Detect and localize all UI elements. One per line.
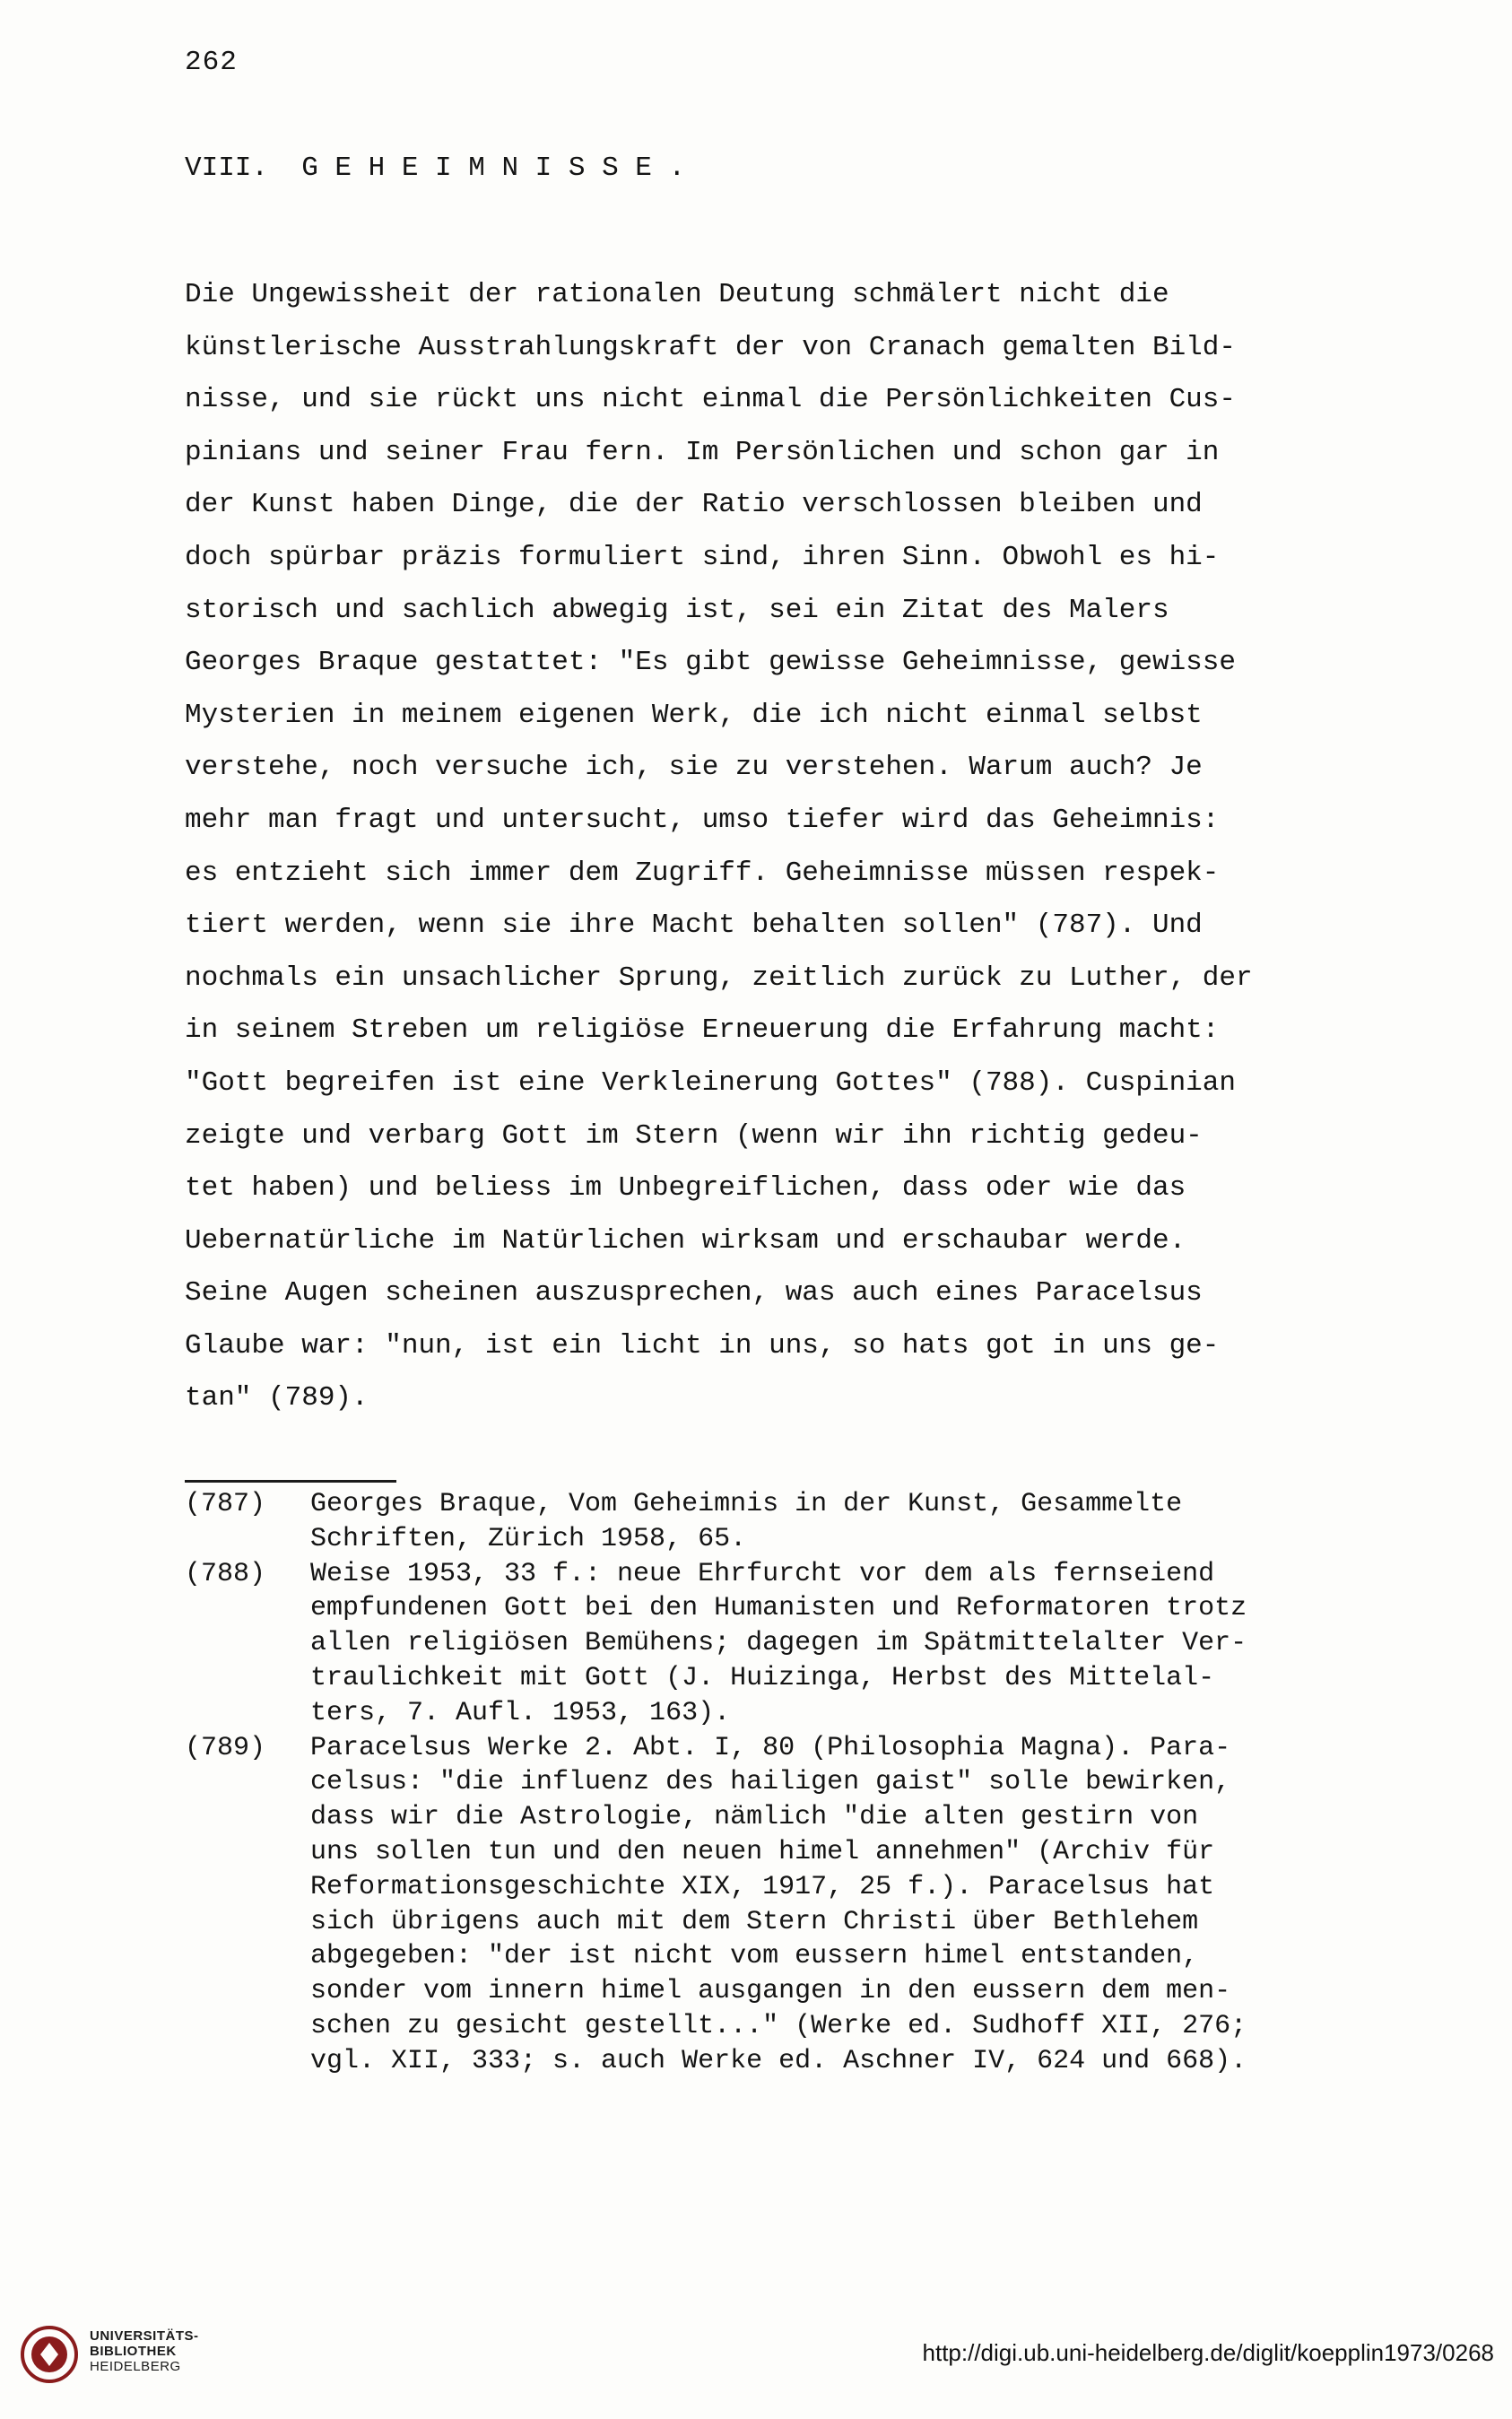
footnote-separator	[185, 1480, 396, 1483]
footnotes	[185, 1487, 1476, 2079]
footnote-line: empfundenen Gott bei den Humanisten und Reformatoren trotz	[310, 1593, 1247, 1624]
footnote-line: Schriften, Zürich 1958, 65.	[310, 1523, 747, 1554]
body-text-line: nisse, und sie rückt uns nicht einmal die Persönlichkeiten Cus-	[185, 384, 1236, 416]
footnote	[185, 1557, 1476, 1731]
body-text	[185, 269, 1440, 1425]
body-text-line: verstehe, noch versuche ich, sie zu verstehen. Warum auch? Je	[185, 752, 1203, 784]
footnote-line: uns sollen tun und den neuen himel annehmen" (Archiv für	[310, 1836, 1215, 1867]
footnote-number: (787)	[185, 1489, 266, 1519]
library-name-line-1: UNIVERSITÄTS-	[90, 2328, 199, 2344]
body-text-line: in seinem Streben um religiöse Erneuerung die Erfahrung macht:	[185, 1014, 1220, 1047]
library-logo[interactable]	[18, 2319, 233, 2400]
body-text-line: Seine Augen scheinen auszusprechen, was auch eines Paracelsus	[185, 1277, 1203, 1310]
body-text-line: doch spürbar präzis formuliert sind, ihren Sinn. Obwohl es hi-	[185, 541, 1220, 573]
body-text-line: Mysterien in meinem eigenen Werk, die ich nicht einmal selbst	[185, 699, 1203, 731]
body-text-line: tan" (789).	[185, 1382, 369, 1414]
body-text-line: Uebernatürliche im Natürlichen wirksam und erschaubar werde.	[185, 1224, 1186, 1257]
body-text-line: tiert werden, wenn sie ihre Macht behalten sollen" (787). Und	[185, 909, 1203, 942]
footnote-line: celsus: "die influenz des hailigen gaist" solle bewirken,	[310, 1767, 1231, 1798]
body-text-line: "Gott begreifen ist eine Verkleinerung Gottes" (788). Cuspinian	[185, 1066, 1236, 1099]
body-text-line: Glaube war: "nun, ist ein licht in uns, so hats got in uns ge-	[185, 1329, 1220, 1362]
body-text-line: storisch und sachlich abwegig ist, sei ein Zitat des Malers	[185, 594, 1169, 626]
footnote-line: Reformationsgeschichte XIX, 1917, 25 f.). Paracelsus hat	[310, 1871, 1215, 1902]
footnote	[185, 1487, 1476, 1557]
body-text-line: zeigte und verbarg Gott im Stern (wenn wir ihn richtig gedeu-	[185, 1119, 1203, 1152]
library-name-line-2: BIBLIOTHEK	[90, 2344, 177, 2359]
footnote-line: vgl. XII, 333; s. auch Werke ed. Aschner IV, 624 und 668).	[310, 2045, 1247, 2076]
footnote-line: Weise 1953, 33 f.: neue Ehrfurcht vor dem als fernseiend	[310, 1558, 1215, 1589]
body-text-line: mehr man fragt und untersucht, umso tiefer wird das Geheimnis:	[185, 804, 1220, 836]
footnote-text	[310, 1487, 1476, 1557]
footnote	[185, 1731, 1476, 2079]
footnote-number: (789)	[185, 1732, 266, 1763]
footnote-text	[310, 1731, 1476, 2079]
footnote-line: sonder vom innern himel ausgangen in den eussern dem men-	[310, 1976, 1231, 2007]
chapter-heading: VIII. G E H E I M N I S S E .	[185, 152, 686, 184]
body-text-line: es entzieht sich immer dem Zugriff. Geheimnisse müssen respek-	[185, 857, 1220, 889]
body-text-line: Georges Braque gestattet: "Es gibt gewisse Geheimnisse, gewisse	[185, 647, 1236, 679]
page-footer	[0, 2319, 1512, 2400]
footnote-number: (788)	[185, 1558, 266, 1589]
page-number: 262	[185, 47, 238, 78]
source-url-link[interactable]: http://digi.ub.uni-heidelberg.de/diglit/koepplin1973/0268	[922, 2339, 1494, 2366]
footnote-line: ters, 7. Aufl. 1953, 163).	[310, 1697, 731, 1728]
footnote-line: allen religiösen Bemühens; dagegen im Spätmittelalter Ver-	[310, 1628, 1247, 1659]
library-name	[90, 2328, 199, 2374]
footnote-line: traulichkeit mit Gott (J. Huizinga, Herbst des Mittelal-	[310, 1662, 1215, 1693]
footnote-line: Georges Braque, Vom Geheimnis in der Kunst, Gesammelte	[310, 1489, 1183, 1519]
footnote-line: schen zu gesicht gestellt..." (Werke ed. Sudhoff XII, 276;	[310, 2010, 1247, 2041]
university-seal-icon	[18, 2323, 81, 2386]
library-name-line-3: HEIDELBERG	[90, 2359, 181, 2374]
body-text-line: tet haben) und beliess im Unbegreiflichen, dass oder wie das	[185, 1172, 1186, 1205]
body-text-line: Die Ungewissheit der rationalen Deutung schmälert nicht die	[185, 279, 1169, 310]
footnote-line: abgegeben: "der ist nicht vom eussern himel entstanden,	[310, 1941, 1199, 1972]
body-text-line: künstlerische Ausstrahlungskraft der von Cranach gemalten Bild-	[185, 331, 1236, 363]
body-text-line: der Kunst haben Dinge, die der Ratio verschlossen bleiben und	[185, 489, 1203, 521]
footnote-line: dass wir die Astrologie, nämlich "die alten gestirn von	[310, 1802, 1199, 1833]
footnote-line: sich übrigens auch mit dem Stern Christi über Bethlehem	[310, 1906, 1199, 1937]
footnote-line: Paracelsus Werke 2. Abt. I, 80 (Philosophia Magna). Para-	[310, 1732, 1231, 1763]
body-text-line: pinians und seiner Frau fern. Im Persönlichen und schon gar in	[185, 436, 1220, 468]
body-text-line: nochmals ein unsachlicher Sprung, zeitlich zurück zu Luther, der	[185, 962, 1253, 994]
footnote-text	[310, 1557, 1476, 1731]
